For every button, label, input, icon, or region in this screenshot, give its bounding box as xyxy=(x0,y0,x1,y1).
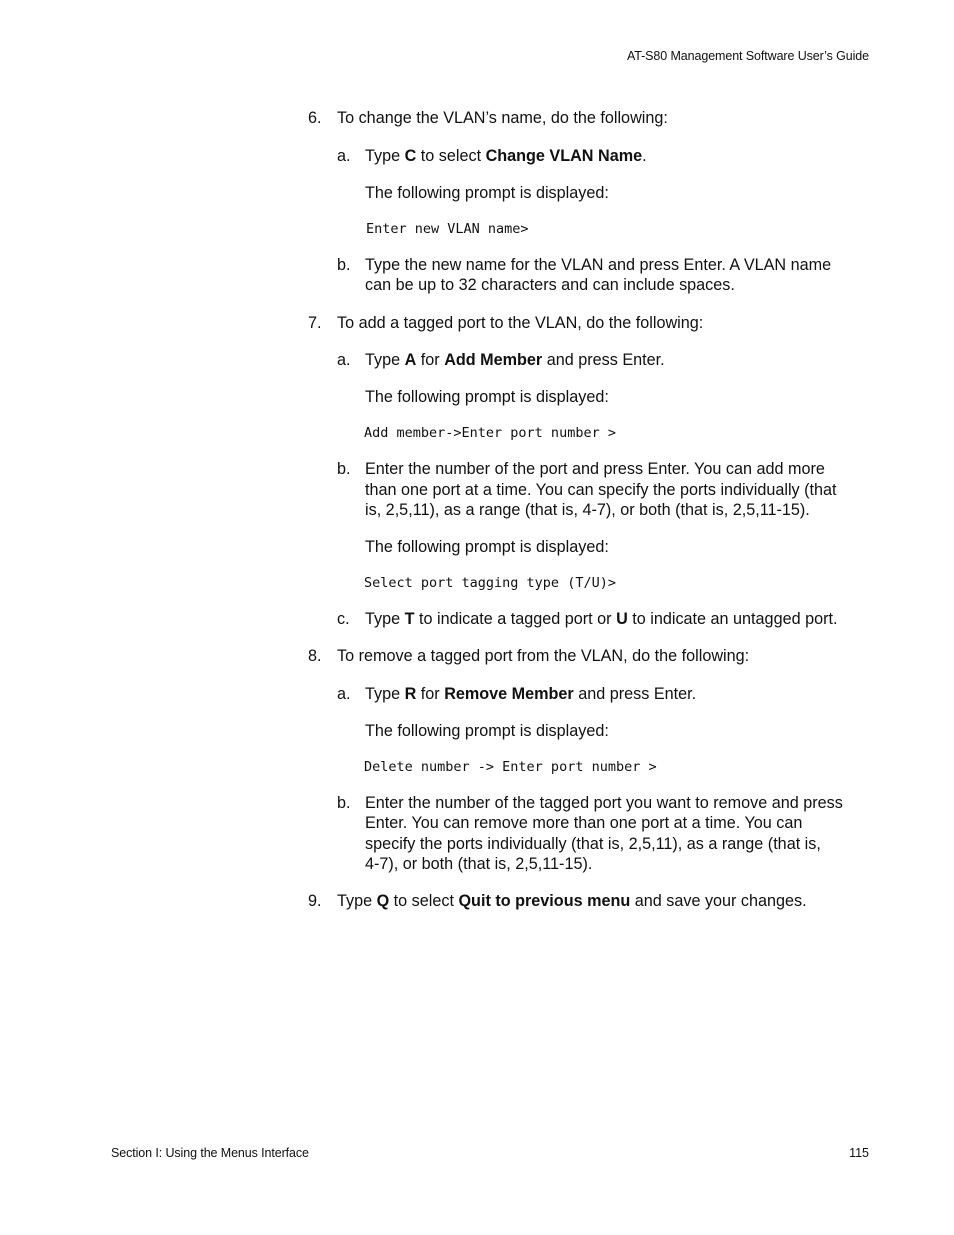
menu-option: Quit to previous menu xyxy=(458,892,631,910)
substep-letter: a. xyxy=(337,351,351,369)
key-label: U xyxy=(616,610,628,628)
step-text: Type Q to select Quit to previous menu and save your changes. xyxy=(337,892,807,910)
step-number: 7. xyxy=(308,314,322,332)
cli-prompt: Delete number -> Enter port number > xyxy=(364,759,657,775)
substep-letter: b. xyxy=(337,460,351,478)
substep-text: Type C to select Change VLAN Name. xyxy=(365,147,647,165)
prompt-intro: The following prompt is displayed: xyxy=(365,538,609,556)
menu-option: Remove Member xyxy=(444,685,574,703)
step-number: 9. xyxy=(308,892,322,910)
substep-letter: c. xyxy=(337,610,350,628)
substep-text: specify the ports individually (that is, 2,5,11), as a range (that is, xyxy=(365,835,821,853)
substep-text: can be up to 32 characters and can include spaces. xyxy=(365,276,735,294)
step-text: To add a tagged port to the VLAN, do the following: xyxy=(337,314,704,332)
substep-text: Type R for Remove Member and press Enter. xyxy=(365,685,697,703)
menu-option: Add Member xyxy=(444,351,543,369)
substep-letter: b. xyxy=(337,256,351,274)
key-label: C xyxy=(404,147,417,165)
step-text: To remove a tagged port from the VLAN, do the following: xyxy=(337,647,750,665)
substep-letter: a. xyxy=(337,685,351,703)
substep-text: Type the new name for the VLAN and press Enter. A VLAN name xyxy=(365,256,832,274)
substep-text: is, 2,5,11), as a range (that is, 4-7), or both (that is, 2,5,11-15). xyxy=(365,501,810,519)
cli-prompt: Add member->Enter port number > xyxy=(364,425,616,441)
step-text: To change the VLAN’s name, do the following: xyxy=(337,109,668,127)
step-number: 6. xyxy=(308,109,322,127)
prompt-intro: The following prompt is displayed: xyxy=(365,722,609,740)
key-label: R xyxy=(404,685,417,703)
page-number: 115 xyxy=(849,1146,869,1160)
menu-option: Change VLAN Name xyxy=(485,147,643,165)
cli-prompt: Enter new VLAN name> xyxy=(366,221,529,237)
step-number: 8. xyxy=(308,647,322,665)
substep-text: 4-7), or both (that is, 2,5,11-15). xyxy=(365,855,593,873)
key-label: T xyxy=(404,610,415,628)
substep-text: than one port at a time. You can specify the ports individually (that xyxy=(365,481,837,499)
cli-prompt: Select port tagging type (T/U)> xyxy=(364,575,616,591)
substep-text: Type A for Add Member and press Enter. xyxy=(365,351,665,369)
substep-letter: b. xyxy=(337,794,351,812)
key-label: Q xyxy=(376,892,390,910)
substep-text: Enter the number of the tagged port you want to remove and press xyxy=(365,794,843,812)
key-label: A xyxy=(404,351,417,369)
prompt-intro: The following prompt is displayed: xyxy=(365,388,609,406)
substep-text: Enter. You can remove more than one port at a time. You can xyxy=(365,814,803,832)
footer-section-title: Section I: Using the Menus Interface xyxy=(111,1146,309,1160)
substep-text: Enter the number of the port and press Enter. You can add more xyxy=(365,460,825,478)
running-header: AT-S80 Management Software User’s Guide xyxy=(626,49,869,63)
substep-letter: a. xyxy=(337,147,351,165)
substep-text: Type T to indicate a tagged port or U to indicate an untagged port. xyxy=(365,610,838,628)
prompt-intro: The following prompt is displayed: xyxy=(365,184,609,202)
